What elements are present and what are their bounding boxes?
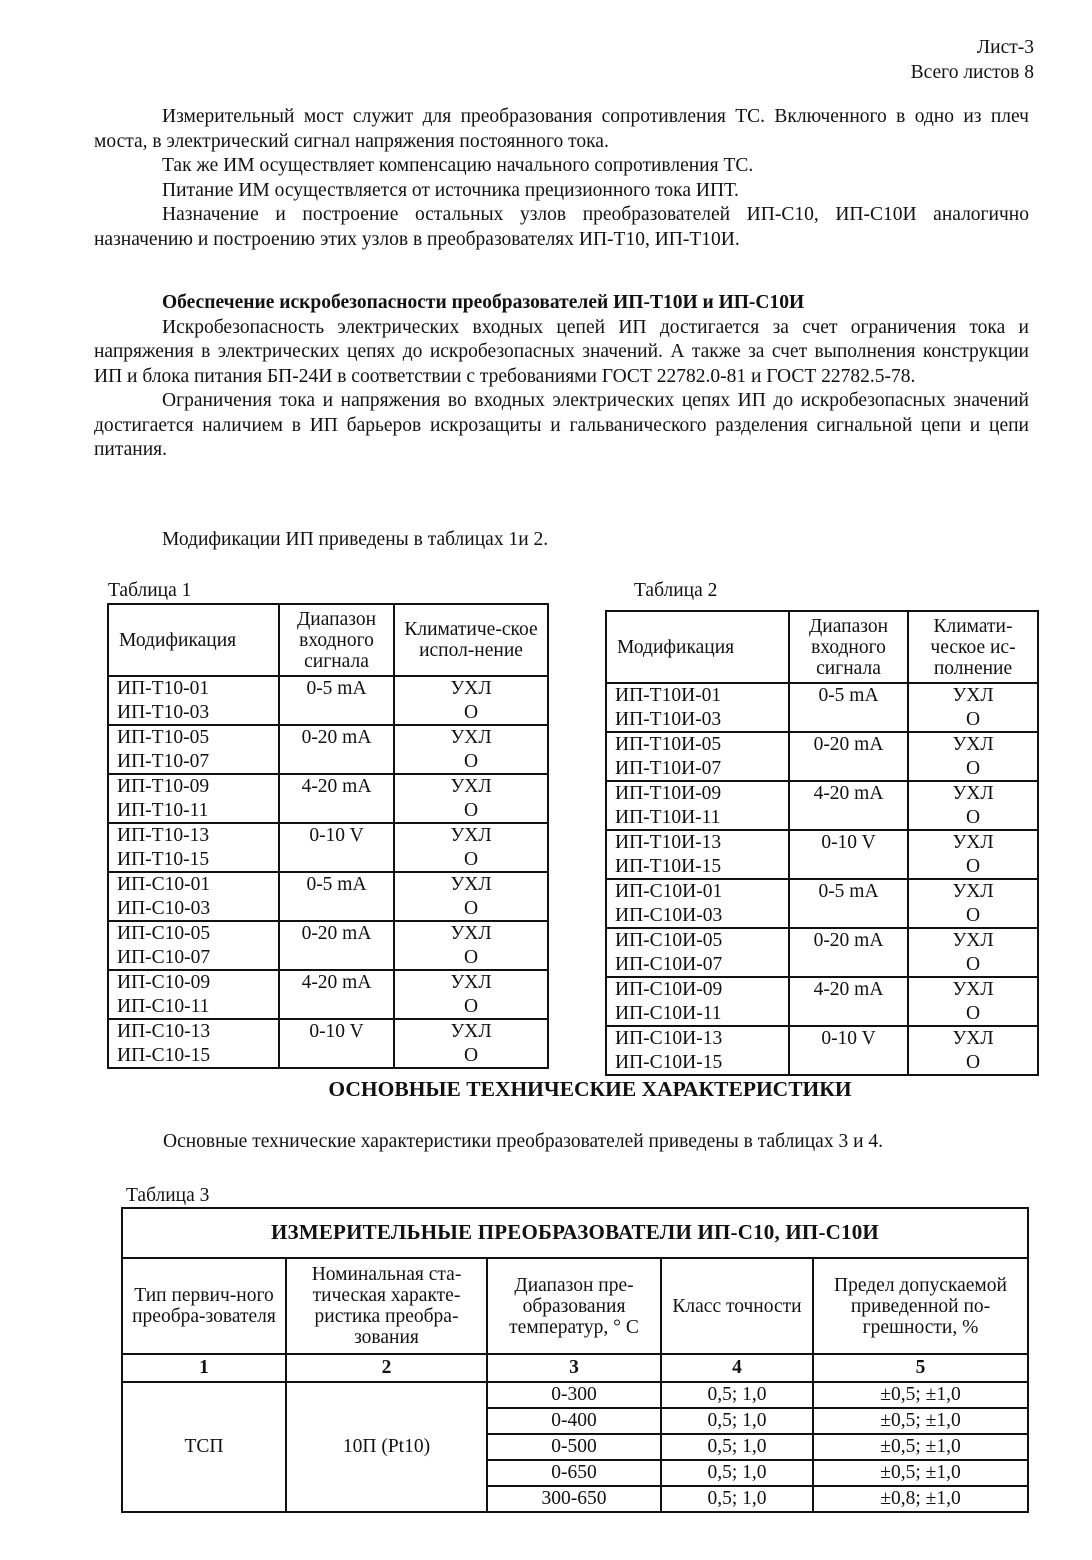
- range-cell: 4-20 mA: [279, 774, 394, 823]
- climate-value: УХЛ: [952, 881, 994, 902]
- climate-cell: [908, 683, 1038, 732]
- error-limit-cell: ±0,5; ±1,0: [813, 1382, 1028, 1408]
- climate-value: О: [463, 995, 479, 1017]
- modification-code: ИП-С10И-09: [615, 979, 723, 1000]
- specs-heading: ОСНОВНЫЕ ТЕХНИЧЕСКИЕ ХАРАКТЕРИСТИКИ: [328, 1077, 852, 1101]
- modification-cell: [606, 977, 789, 1026]
- table3-caption: Таблица 3: [126, 1185, 210, 1206]
- modification-code: ИП-Т10И-03: [615, 708, 722, 730]
- table3-col-number: 1: [122, 1354, 286, 1382]
- intro-paragraph: Питание ИМ осуществляется от источника прецизионного тока ИПТ.: [162, 179, 739, 201]
- table-row: [122, 1382, 1028, 1408]
- modification-code: ИП-Т10-09: [117, 776, 210, 797]
- climate-cell: [908, 781, 1038, 830]
- table3-col-number: 4: [661, 1354, 813, 1382]
- climate-value: УХЛ: [952, 930, 994, 951]
- safety-section: [94, 291, 1029, 463]
- table-row: [606, 977, 1038, 1026]
- table3-col-number: 2: [286, 1354, 487, 1382]
- range-cell: 4-20 mA: [789, 781, 908, 830]
- range-cell: 4-20 mA: [279, 970, 394, 1019]
- safety-heading: Обеспечение искробезопасности преобразователей ИП-Т10И и ИП-С10И: [162, 292, 805, 313]
- modification-code: ИП-Т10И-11: [615, 806, 721, 828]
- table-row: [606, 781, 1038, 830]
- modification-cell: [108, 1019, 279, 1068]
- modification-code: ИП-Т10-07: [117, 750, 210, 772]
- table2: [605, 610, 1039, 1076]
- modification-cell: [606, 683, 789, 732]
- table-row: [108, 872, 548, 921]
- modification-code: ИП-Т10-01: [117, 678, 210, 699]
- modification-code: ИП-Т10И-01: [615, 685, 722, 706]
- table2-header-modification: Модификация: [606, 611, 789, 683]
- modification-code: ИП-С10-15: [117, 1044, 211, 1066]
- table-row: [606, 1026, 1038, 1075]
- range-cell: 0-10 V: [279, 823, 394, 872]
- climate-cell: [394, 774, 548, 823]
- table-row: [108, 970, 548, 1019]
- range-cell: 0-10 V: [279, 1019, 394, 1068]
- modification-code: ИП-Т10И-05: [615, 734, 722, 755]
- table3-header-characteristic: Номинальная ста-тическая характе-ристика преобра-зования: [286, 1258, 487, 1354]
- accuracy-class-cell: 0,5; 1,0: [661, 1486, 813, 1512]
- climate-value: УХЛ: [952, 734, 994, 755]
- climate-cell: [394, 872, 548, 921]
- modification-cell: [108, 676, 279, 725]
- sheet-number: Лист-3: [976, 37, 1034, 58]
- climate-value: О: [965, 1002, 981, 1024]
- climate-value: УХЛ: [450, 874, 492, 895]
- climate-value: УХЛ: [952, 979, 994, 1000]
- climate-cell: [394, 1019, 548, 1068]
- modification-code: ИП-С10-01: [117, 874, 211, 895]
- range-cell: 0-5 mA: [279, 872, 394, 921]
- table1-header-modification: Модификация: [108, 604, 279, 676]
- error-limit-cell: ±0,5; ±1,0: [813, 1434, 1028, 1460]
- modification-cell: [606, 781, 789, 830]
- modification-code: ИП-Т10-05: [117, 727, 210, 748]
- climate-cell: [394, 725, 548, 774]
- accuracy-class-cell: 0,5; 1,0: [661, 1434, 813, 1460]
- temp-range-cell: 300-650: [487, 1486, 661, 1512]
- table-row: [606, 928, 1038, 977]
- table-row: [108, 823, 548, 872]
- range-cell: 0-20 mA: [789, 928, 908, 977]
- climate-value: О: [965, 953, 981, 975]
- modification-code: ИП-С10-07: [117, 946, 211, 968]
- climate-value: УХЛ: [450, 776, 492, 797]
- climate-value: УХЛ: [450, 1021, 492, 1042]
- climate-value: О: [463, 897, 479, 919]
- modification-code: ИП-С10И-05: [615, 930, 723, 951]
- modification-code: ИП-С10И-03: [615, 904, 723, 926]
- range-cell: 0-10 V: [789, 830, 908, 879]
- range-cell: 0-10 V: [789, 1026, 908, 1075]
- modification-code: ИП-Т10-15: [117, 848, 210, 870]
- table2-header-climate: Климати-ческое ис-полнение: [908, 611, 1038, 683]
- climate-value: О: [463, 701, 479, 723]
- modification-code: ИП-С10-11: [117, 995, 210, 1017]
- climate-value: УХЛ: [450, 678, 492, 699]
- modification-cell: [606, 928, 789, 977]
- climate-value: О: [463, 750, 479, 772]
- table-row: [108, 921, 548, 970]
- temp-range-cell: 0-650: [487, 1460, 661, 1486]
- modification-code: ИП-Т10И-07: [615, 757, 722, 779]
- table-row: [606, 683, 1038, 732]
- modifications-note: Модификации ИП приведены в таблицах 1и 2.: [162, 529, 549, 550]
- climate-cell: [908, 830, 1038, 879]
- climate-cell: [394, 970, 548, 1019]
- range-cell: 0-20 mA: [279, 725, 394, 774]
- modification-cell: [606, 732, 789, 781]
- table-row: [108, 725, 548, 774]
- intro-paragraph: Назначение и построение остальных узлов преобразователей ИП-С10, ИП-С10И аналогично назначению и построению этих узлов в преобразователях ИП-Т10, ИП-Т10И.: [94, 204, 1029, 250]
- modification-code: ИП-Т10-13: [117, 825, 210, 846]
- accuracy-class-cell: 0,5; 1,0: [661, 1408, 813, 1434]
- climate-cell: [908, 928, 1038, 977]
- intro-paragraph: Измерительный мост служит для преобразования сопротивления ТС. Включенного в одно из плеч моста, в электрический сигнал напряжения постоянного тока.: [94, 106, 1029, 152]
- climate-cell: [908, 1026, 1038, 1075]
- modification-code: ИП-Т10И-15: [615, 855, 722, 877]
- modification-code: ИП-Т10И-13: [615, 832, 722, 853]
- climate-value: УХЛ: [952, 685, 994, 706]
- climate-value: О: [463, 848, 479, 870]
- modification-cell: [108, 774, 279, 823]
- modification-cell: [108, 921, 279, 970]
- range-cell: 0-5 mA: [279, 676, 394, 725]
- table2-header-range: Диапазон входного сигнала: [789, 611, 908, 683]
- table-row: [606, 732, 1038, 781]
- climate-cell: [394, 676, 548, 725]
- table1: [107, 603, 549, 1069]
- climate-value: УХЛ: [952, 783, 994, 804]
- error-limit-cell: ±0,5; ±1,0: [813, 1460, 1028, 1486]
- modification-code: ИП-С10И-11: [615, 1002, 722, 1024]
- climate-value: О: [965, 806, 981, 828]
- climate-value: УХЛ: [450, 727, 492, 748]
- modification-code: ИП-С10-03: [117, 897, 211, 919]
- table-row: [108, 1019, 548, 1068]
- climate-value: УХЛ: [450, 923, 492, 944]
- range-cell: 4-20 mA: [789, 977, 908, 1026]
- table3-col-number: 3: [487, 1354, 661, 1382]
- modification-code: ИП-С10-13: [117, 1021, 211, 1042]
- climate-cell: [908, 879, 1038, 928]
- modification-code: ИП-Т10-11: [117, 799, 209, 821]
- climate-value: О: [463, 799, 479, 821]
- table1-caption: Таблица 1: [108, 580, 192, 601]
- climate-cell: [394, 823, 548, 872]
- modification-code: ИП-Т10-03: [117, 701, 210, 723]
- climate-cell: [908, 732, 1038, 781]
- modification-cell: [108, 970, 279, 1019]
- modification-cell: [606, 830, 789, 879]
- climate-cell: [394, 921, 548, 970]
- table1-body: [108, 676, 548, 1068]
- table-row: [606, 830, 1038, 879]
- table2-body: [606, 683, 1038, 1075]
- table3-header-error-limit: Предел допускаемой приведенной по-грешности, %: [813, 1258, 1028, 1354]
- modification-cell: [108, 823, 279, 872]
- climate-value: УХЛ: [450, 972, 492, 993]
- table3: [121, 1207, 1029, 1513]
- climate-value: УХЛ: [450, 825, 492, 846]
- modification-cell: [108, 725, 279, 774]
- climate-value: О: [965, 757, 981, 779]
- modification-cell: [606, 1026, 789, 1075]
- characteristic-cell: 10П (Pt10): [286, 1382, 487, 1512]
- table-row: [108, 774, 548, 823]
- safety-paragraph: Ограничения тока и напряжения во входных электрических цепях ИП до искробезопасных значений достигается наличием в ИП барьеров искрозащиты и гальванического разделения сигнальной цепи и цепи питания.: [94, 390, 1029, 460]
- specs-note: Основные технические характеристики преобразователей приведены в таблицах 3 и 4.: [163, 1131, 884, 1152]
- modification-cell: [606, 879, 789, 928]
- sensor-type-cell: ТСП: [122, 1382, 286, 1512]
- climate-value: О: [965, 708, 981, 730]
- modification-code: ИП-Т10И-09: [615, 783, 722, 804]
- modification-code: ИП-С10-05: [117, 923, 211, 944]
- modification-cell: [108, 872, 279, 921]
- safety-paragraph: Искробезопасность электрических входных цепей ИП достигается за счет ограничения тока и напряжения в электрических цепях до искробезопасных значений. А также за счет выполнения конструкции ИП и блока питания БП-24И в соответствии с требованиями ГОСТ 22782.0-81 и ГОСТ 22782.5-78.: [94, 316, 1029, 387]
- temp-range-cell: 0-500: [487, 1434, 661, 1460]
- modification-code: ИП-С10-09: [117, 972, 211, 993]
- temp-range-cell: 0-400: [487, 1408, 661, 1434]
- climate-value: О: [463, 1044, 479, 1066]
- table3-title: ИЗМЕРИТЕЛЬНЫЕ ПРЕОБРАЗОВАТЕЛИ ИП-С10, ИП-С10И: [122, 1208, 1028, 1258]
- accuracy-class-cell: 0,5; 1,0: [661, 1460, 813, 1486]
- climate-value: УХЛ: [952, 1028, 994, 1049]
- climate-cell: [908, 977, 1038, 1026]
- climate-value: О: [965, 1051, 981, 1073]
- temp-range-cell: 0-300: [487, 1382, 661, 1408]
- intro-paragraph: Так же ИМ осуществляет компенсацию начального сопротивления ТС.: [162, 155, 754, 176]
- range-cell: 0-20 mA: [279, 921, 394, 970]
- climate-value: УХЛ: [952, 832, 994, 853]
- range-cell: 0-5 mA: [789, 879, 908, 928]
- modification-code: ИП-С10И-15: [615, 1051, 723, 1073]
- intro-section: [94, 105, 1029, 252]
- table3-body: [122, 1382, 1028, 1512]
- modification-code: ИП-С10И-13: [615, 1028, 723, 1049]
- error-limit-cell: ±0,8; ±1,0: [813, 1486, 1028, 1512]
- range-cell: 0-5 mA: [789, 683, 908, 732]
- table-row: [606, 879, 1038, 928]
- sheet-total: Всего листов 8: [910, 62, 1034, 83]
- error-limit-cell: ±0,5; ±1,0: [813, 1408, 1028, 1434]
- table1-header-climate: Климатиче-ское испол-нение: [394, 604, 548, 676]
- table1-header-range: Диапазон входного сигнала: [279, 604, 394, 676]
- modification-code: ИП-С10И-07: [615, 953, 723, 975]
- range-cell: 0-20 mA: [789, 732, 908, 781]
- table3-col-number: 5: [813, 1354, 1028, 1382]
- table2-caption: Таблица 2: [634, 580, 718, 601]
- accuracy-class-cell: 0,5; 1,0: [661, 1382, 813, 1408]
- climate-value: О: [965, 855, 981, 877]
- table3-header-accuracy-class: Класс точности: [661, 1258, 813, 1354]
- table3-header-temp-range: Диапазон пре-образования температур, ° С: [487, 1258, 661, 1354]
- climate-value: О: [463, 946, 479, 968]
- table-row: [108, 676, 548, 725]
- table3-header-sensor-type: Тип первич-ного преобра-зователя: [122, 1258, 286, 1354]
- climate-value: О: [965, 904, 981, 926]
- modification-code: ИП-С10И-01: [615, 881, 723, 902]
